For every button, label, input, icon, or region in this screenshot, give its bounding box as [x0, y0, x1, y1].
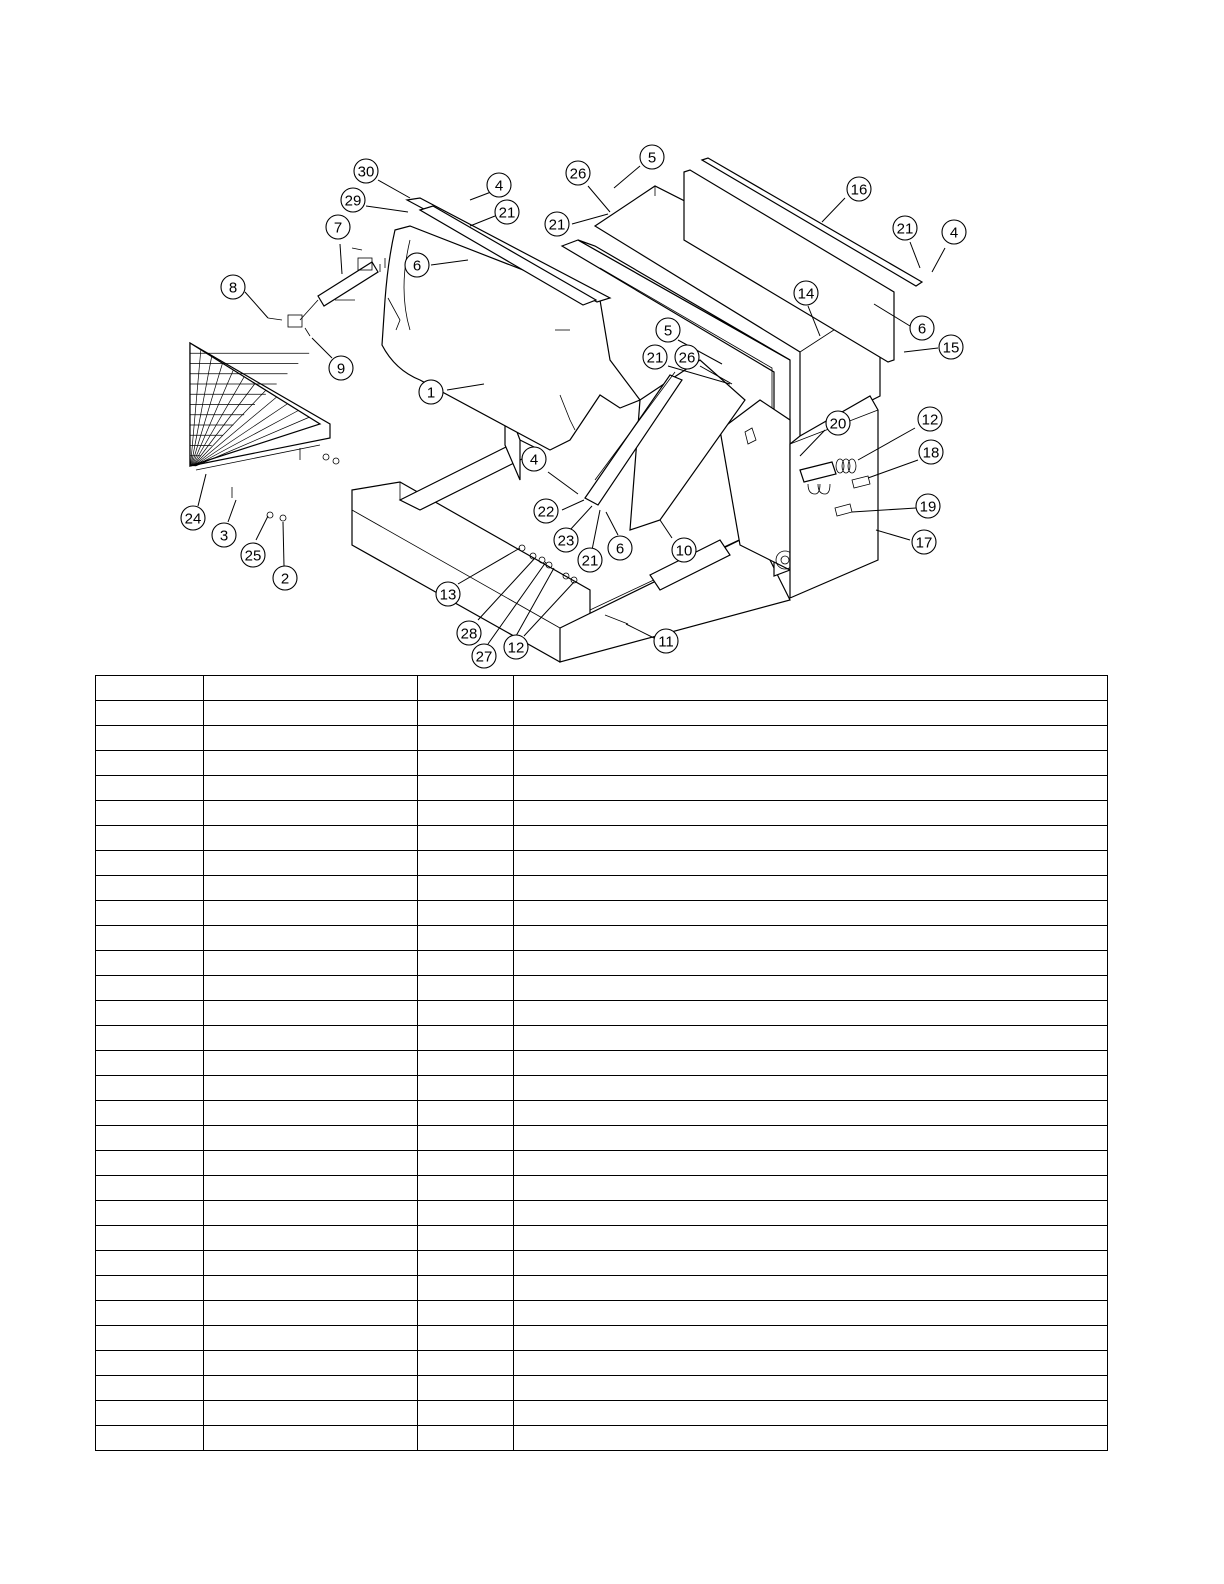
table-cell [96, 1051, 204, 1076]
table-cell [418, 951, 514, 976]
table-cell [204, 1251, 418, 1276]
callout-15 [939, 335, 963, 359]
table-cell [514, 1076, 1108, 1101]
callout-label: 28 [460, 625, 478, 643]
table-cell [418, 1276, 514, 1301]
table-cell [514, 1251, 1108, 1276]
table-cell [514, 701, 1108, 726]
table-cell [514, 1351, 1108, 1376]
callout-27 [472, 644, 496, 668]
table-cell [514, 1426, 1108, 1451]
table-cell [418, 801, 514, 826]
callout-25 [241, 543, 265, 567]
table-cell [514, 801, 1108, 826]
diagram-canvas [0, 0, 1224, 672]
table-cell [96, 1176, 204, 1201]
table-cell [418, 1026, 514, 1051]
table-cell [204, 1126, 418, 1151]
callout-label: 4 [529, 451, 539, 469]
callout-label: 5 [647, 149, 657, 167]
callout-4 [487, 173, 511, 197]
table-cell [204, 1301, 418, 1326]
table-cell [96, 1201, 204, 1226]
table-cell [514, 1301, 1108, 1326]
callout-label: 18 [922, 444, 940, 462]
callout-8 [221, 275, 245, 299]
table-cell [204, 751, 418, 776]
table-row [96, 726, 1108, 751]
callout-label: 30 [357, 163, 375, 181]
callout-label: 21 [896, 220, 914, 238]
table-row [96, 1226, 1108, 1251]
table-cell [418, 1151, 514, 1176]
table-cell [96, 1401, 204, 1426]
table-cell [96, 801, 204, 826]
table-row [96, 1076, 1108, 1101]
table-cell [96, 1026, 204, 1051]
callout-28 [457, 621, 481, 645]
callout-label: 5 [663, 322, 673, 340]
callout-label: 22 [537, 503, 555, 521]
callout-label: 3 [219, 527, 229, 545]
callout-26 [566, 161, 590, 185]
table-cell [418, 901, 514, 926]
table-cell [514, 1276, 1108, 1301]
callout-label: 25 [244, 547, 262, 565]
table-row [96, 1351, 1108, 1376]
callout-20 [826, 411, 850, 435]
table-cell [514, 1051, 1108, 1076]
table-cell [418, 851, 514, 876]
table-cell [204, 1051, 418, 1076]
callout-4 [522, 447, 546, 471]
table-cell [514, 976, 1108, 1001]
table-cell [418, 776, 514, 801]
table-cell [418, 1126, 514, 1151]
callout-6 [608, 536, 632, 560]
table-cell [204, 901, 418, 926]
exploded-parts-diagram [0, 0, 1224, 672]
callout-label: 12 [507, 639, 525, 657]
table-cell [204, 951, 418, 976]
callout-9 [329, 356, 353, 380]
table-cell [204, 1001, 418, 1026]
table-cell [204, 1401, 418, 1426]
table-row [96, 1101, 1108, 1126]
callout-label: 4 [494, 177, 504, 195]
callout-label: 9 [336, 360, 346, 378]
table-cell [96, 676, 204, 701]
table-cell [514, 1026, 1108, 1051]
table-cell [96, 1251, 204, 1276]
table-cell [96, 1151, 204, 1176]
table-cell [204, 1176, 418, 1201]
table-cell [96, 976, 204, 1001]
table-cell [96, 926, 204, 951]
callout-label: 21 [646, 349, 664, 367]
table-cell [418, 1251, 514, 1276]
table-row [96, 1126, 1108, 1151]
callout-label: 24 [184, 510, 202, 528]
table-row [96, 851, 1108, 876]
callout-22 [534, 499, 558, 523]
callout-30 [354, 159, 378, 183]
table-cell [204, 1276, 418, 1301]
table-cell [204, 726, 418, 751]
callout-label: 21 [498, 204, 516, 222]
callout-label: 17 [915, 534, 933, 552]
table-cell [204, 1101, 418, 1126]
parts-list-table [95, 675, 1108, 1451]
callout-24 [181, 506, 205, 530]
table-cell [418, 701, 514, 726]
table-row [96, 926, 1108, 951]
callout-label: 20 [829, 415, 847, 433]
table-cell [418, 1351, 514, 1376]
table-cell [418, 876, 514, 901]
table-cell [96, 776, 204, 801]
table-cell [418, 1176, 514, 1201]
table-cell [418, 976, 514, 1001]
callout-label: 1 [426, 384, 436, 402]
table-cell [204, 801, 418, 826]
table-cell [514, 876, 1108, 901]
callout-19 [916, 494, 940, 518]
callout-label: 14 [797, 285, 815, 303]
table-cell [96, 1426, 204, 1451]
callout-label: 11 [658, 633, 674, 651]
table-cell [96, 826, 204, 851]
callout-21 [495, 200, 519, 224]
table-cell [514, 951, 1108, 976]
table-cell [96, 726, 204, 751]
callout-label: 4 [949, 224, 959, 242]
table-row [96, 1426, 1108, 1451]
callout-21 [578, 548, 602, 572]
callout-3 [212, 523, 236, 547]
table-row [96, 1201, 1108, 1226]
table-cell [418, 1051, 514, 1076]
table-cell [418, 1301, 514, 1326]
table-cell [204, 1226, 418, 1251]
table-cell [96, 1126, 204, 1151]
table-cell [96, 851, 204, 876]
callout-2 [273, 566, 297, 590]
table-row [96, 1026, 1108, 1051]
table-row [96, 676, 1108, 701]
callout-18 [919, 440, 943, 464]
table-cell [514, 1201, 1108, 1226]
table-cell [96, 1076, 204, 1101]
table-cell [514, 1226, 1108, 1251]
callout-13 [436, 582, 460, 606]
table-row [96, 951, 1108, 976]
table-row [96, 1376, 1108, 1401]
table-row [96, 701, 1108, 726]
callout-label: 13 [439, 586, 457, 604]
callout-6 [405, 253, 429, 277]
callout-11 [654, 629, 678, 653]
callout-label: 15 [942, 339, 960, 357]
table-row [96, 801, 1108, 826]
table-cell [204, 1376, 418, 1401]
table-cell [204, 676, 418, 701]
table-cell [96, 1326, 204, 1351]
table-cell [514, 926, 1108, 951]
callout-label: 26 [569, 165, 587, 183]
table-cell [204, 701, 418, 726]
table-row [96, 751, 1108, 776]
callout-label: 21 [548, 216, 566, 234]
callout-label: 23 [557, 532, 575, 550]
table-cell [514, 1326, 1108, 1351]
callout-17 [912, 530, 936, 554]
table-cell [514, 776, 1108, 801]
table-cell [96, 701, 204, 726]
callout-label: 12 [921, 411, 939, 429]
table-row [96, 901, 1108, 926]
table-cell [204, 876, 418, 901]
table-cell [418, 1201, 514, 1226]
table-cell [514, 1401, 1108, 1426]
table-cell [96, 1276, 204, 1301]
table-cell [96, 1351, 204, 1376]
table-cell [96, 1226, 204, 1251]
callout-6 [910, 316, 934, 340]
table-cell [418, 676, 514, 701]
callout-label: 2 [280, 570, 290, 588]
table-row [96, 1176, 1108, 1201]
table-cell [514, 851, 1108, 876]
callout-21 [893, 216, 917, 240]
table-cell [514, 1001, 1108, 1026]
table-cell [204, 1076, 418, 1101]
table-row [96, 976, 1108, 1001]
callout-10 [672, 538, 696, 562]
table-cell [514, 1101, 1108, 1126]
callout-29 [341, 188, 365, 212]
table-cell [204, 1426, 418, 1451]
callout-7 [326, 215, 350, 239]
table-cell [514, 901, 1108, 926]
table-cell [96, 751, 204, 776]
table-cell [204, 1326, 418, 1351]
callout-label: 27 [475, 648, 493, 666]
table-cell [418, 1376, 514, 1401]
table-cell [514, 676, 1108, 701]
table-cell [514, 1126, 1108, 1151]
callout-label: 16 [850, 181, 868, 199]
table-cell [418, 1326, 514, 1351]
table-cell [204, 826, 418, 851]
table-cell [514, 1151, 1108, 1176]
table-cell [204, 776, 418, 801]
callout-label: 6 [412, 257, 422, 275]
table-cell [514, 826, 1108, 851]
table-cell [418, 926, 514, 951]
table-cell [418, 1426, 514, 1451]
table-cell [96, 951, 204, 976]
table-row [96, 1001, 1108, 1026]
table-cell [418, 751, 514, 776]
table-cell [514, 751, 1108, 776]
table-cell [514, 726, 1108, 751]
table-row [96, 1301, 1108, 1326]
callout-label: 7 [333, 219, 343, 237]
table-cell [204, 1201, 418, 1226]
table-cell [514, 1176, 1108, 1201]
callout-5 [656, 318, 680, 342]
table-cell [418, 1101, 514, 1126]
callout-21 [545, 212, 569, 236]
table-row [96, 776, 1108, 801]
callout-label: 8 [228, 279, 238, 297]
callout-label: 6 [615, 540, 625, 558]
table-cell [514, 1376, 1108, 1401]
callout-26 [675, 345, 699, 369]
table-cell [204, 851, 418, 876]
table-cell [204, 1151, 418, 1176]
callout-label: 29 [344, 192, 362, 210]
table-cell [418, 1001, 514, 1026]
cylinder-assembly [268, 248, 385, 336]
mesh-grate [190, 343, 339, 521]
table-cell [204, 926, 418, 951]
callout-label: 26 [678, 349, 696, 367]
table-cell [204, 976, 418, 1001]
table-row [96, 1151, 1108, 1176]
callout-label: 10 [675, 542, 693, 560]
callout-12 [918, 407, 942, 431]
callout-14 [794, 281, 818, 305]
callout-23 [554, 528, 578, 552]
table-cell [96, 1301, 204, 1326]
callout-1 [419, 380, 443, 404]
table-row [96, 1326, 1108, 1351]
table-row [96, 1401, 1108, 1426]
callout-label: 6 [917, 320, 927, 338]
callout-label: 19 [919, 498, 937, 516]
table-cell [96, 876, 204, 901]
callout-4 [942, 220, 966, 244]
table-cell [204, 1351, 418, 1376]
callout-label: 21 [581, 552, 599, 570]
table-cell [418, 1076, 514, 1101]
table-cell [418, 826, 514, 851]
table-cell [96, 901, 204, 926]
table-cell [96, 1376, 204, 1401]
table-cell [96, 1101, 204, 1126]
table-row [96, 1276, 1108, 1301]
table-row [96, 1051, 1108, 1076]
table-cell [418, 1401, 514, 1426]
table-cell [418, 726, 514, 751]
table-cell [96, 1001, 204, 1026]
table-row [96, 1251, 1108, 1276]
callout-12 [504, 635, 528, 659]
table-row [96, 826, 1108, 851]
table-cell [418, 1226, 514, 1251]
table-row [96, 876, 1108, 901]
callout-21 [643, 345, 667, 369]
table-cell [204, 1026, 418, 1051]
callout-16 [847, 177, 871, 201]
callout-5 [640, 145, 664, 169]
